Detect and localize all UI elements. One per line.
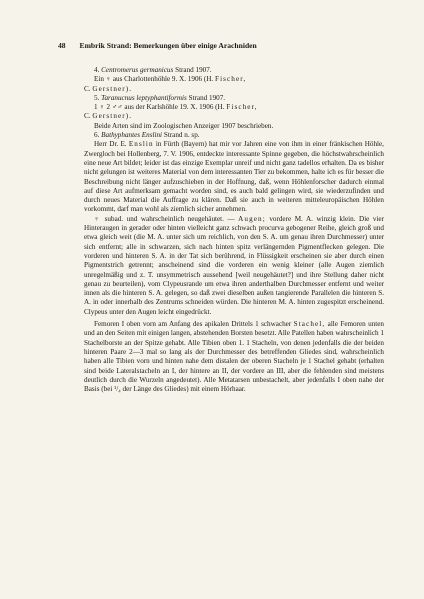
species-name: Taranucnus leptyphantiformis (101, 93, 187, 102)
entry-5-note: Beide Arten sind im Zoologischen Anzeiger 1907 beschrieben. (94, 121, 274, 130)
entry-4-record: Ein ♀ aus Charlottenhöhle 9. X. 1906 (H. Fischer, (94, 75, 247, 84)
running-header (58, 41, 388, 51)
entry-5-heading: 5. Taranucnus leptyphantiformis Strand 1907. (94, 93, 226, 102)
collector-name: Fischer, (226, 103, 258, 112)
running-title: Embrik Strand: Bemerkungen über einige Arachniden (79, 41, 257, 50)
entry-4-record-cont: C. Gerstner). (84, 84, 133, 93)
person-name: Enslin (128, 140, 154, 149)
entry-4-heading: 4. Centromerus germanicus Strand 1907. (94, 66, 212, 74)
keyword-spine: Stachel, (293, 320, 326, 329)
entry-5-record: 1 ♀ 2 ♂♂ aus der Karlshöhle 19. X. 1906 (H. Fischer, (94, 103, 258, 112)
paragraph-spines: Femoren I oben vorn am Anfang des apikalen Drittels 1 schwacher Stachel, alle Femoren unten und an den Seiten mit einigen langen, abstehenden Borsten besetzt. Alle Patellen haben wahrscheinlich 1 Stachelborste an der Spitze gehabt. Alle Tibien oben 1. 1 Stacheln, von denen jedenfalls die der beiden hinteren Paare 2—3 mal so lang als der Durchmesser des betreffenden Gliedes sind, wahrscheinlich haben alle Tibien vorn und hinten nahe dem distalen der oberen Stacheln je 1 Stachel gehabt (erhalten sind beide Lateralstacheln an I, der hintere an II, der vordere an III, aber die fehlenden sind meistens deutlich durch die Wurzeln angedeutet). Alle Metatarsen unbestachelt, aber jedenfalls I oben nahe der Basis (bei ¹/₄ der Länge des Gliedes) mit einem Hörhaar. (84, 320, 384, 394)
species-name: Centromerus germanicus (101, 66, 174, 74)
body-text (84, 66, 384, 394)
page-number: 48 (58, 41, 66, 50)
collector-name: Gerstner). (92, 112, 133, 121)
collector-name: Gerstner). (92, 84, 133, 93)
paragraph-eyes: ♀ subad. und wahrscheinlich neugehäutet. — Augen; vordere M. A. winzig klein. Die vier Hinteraugen in gerader oder hinten vielleicht ganz schwach procurva gebogener Reihe, gleich groß und etwa gleich weit (die M. A. unter sich um reichlich, von den S. A. um genau ihren Durchmesser) unter sich entfernt; alle in schwarzen, sich nach hinten spitz verlängernden Pigmentflecken gelegen. Die vorderen und hinteren S. A. in der Tat sich berührend, in Flüssigkeit erscheinen sie aber durch einen Pigmentstrich getrennt; anscheinend sind die vorderen ein wenig kleiner (alle Augen ziemlich unregelmäßig und z. T. unsymmetrisch aussehend [weil neugehäutet?] und ihre Stellung daher nicht genau zu beurteilen), vom Clypeusrande um etwa ihren anderthalben Durchmesser entfernt und weiter innen als die hinteren S. A. gelegen, so daß zwei dieselben außen tangierende Parallelen die hinteren S. A. in oder innerhalb des Zentrums schneiden würden. Die hinteren M. A. hinten zugespitzt erscheinend. Clypeus unter den Augen leicht eingedrückt. (84, 214, 384, 316)
paragraph-introduction: Herr Dr. E. Enslin in Fürth (Bayern) hat mir vor Jahren eine von ihm in einer fränkischen Höhle, Zwergloch bei Hollenberg, 7. V. 1906, entdeckte interessante Spinne gegeben, die höchstwahrscheinlich eine neue Art bildet; leider ist das einzige Exemplar unreif und nicht ganz tadellos erhalten. Da es bisher nicht gelungen ist weiteres Material von dem interessanten Tier zu bekommen, halte ich es für besser die Beschreibung nicht länger aufzuschieben in der Hoffnung, daß, wenn Höhlenforscher dadurch einmal auf diese Art aufmerksam gemacht worden sind, es auch bald gelingen wird, sie wiederzufinden und durch neues Material die Auffrage zu klären. Daß sie auch in weiteren mitteleuropäischen Höhlen vorkommt, darf man wohl als ziemlich sicher annehmen. (84, 140, 384, 214)
collector-name: Fischer, (215, 75, 247, 84)
entry-5-record-cont: C. Gerstner). (84, 112, 133, 121)
keyword-eyes: Augen; (238, 214, 266, 223)
entry-6-heading: 6. Bathyphantes Enslini Strand n. sp. (94, 131, 200, 140)
species-name: Bathyphantes Enslini (101, 131, 163, 140)
